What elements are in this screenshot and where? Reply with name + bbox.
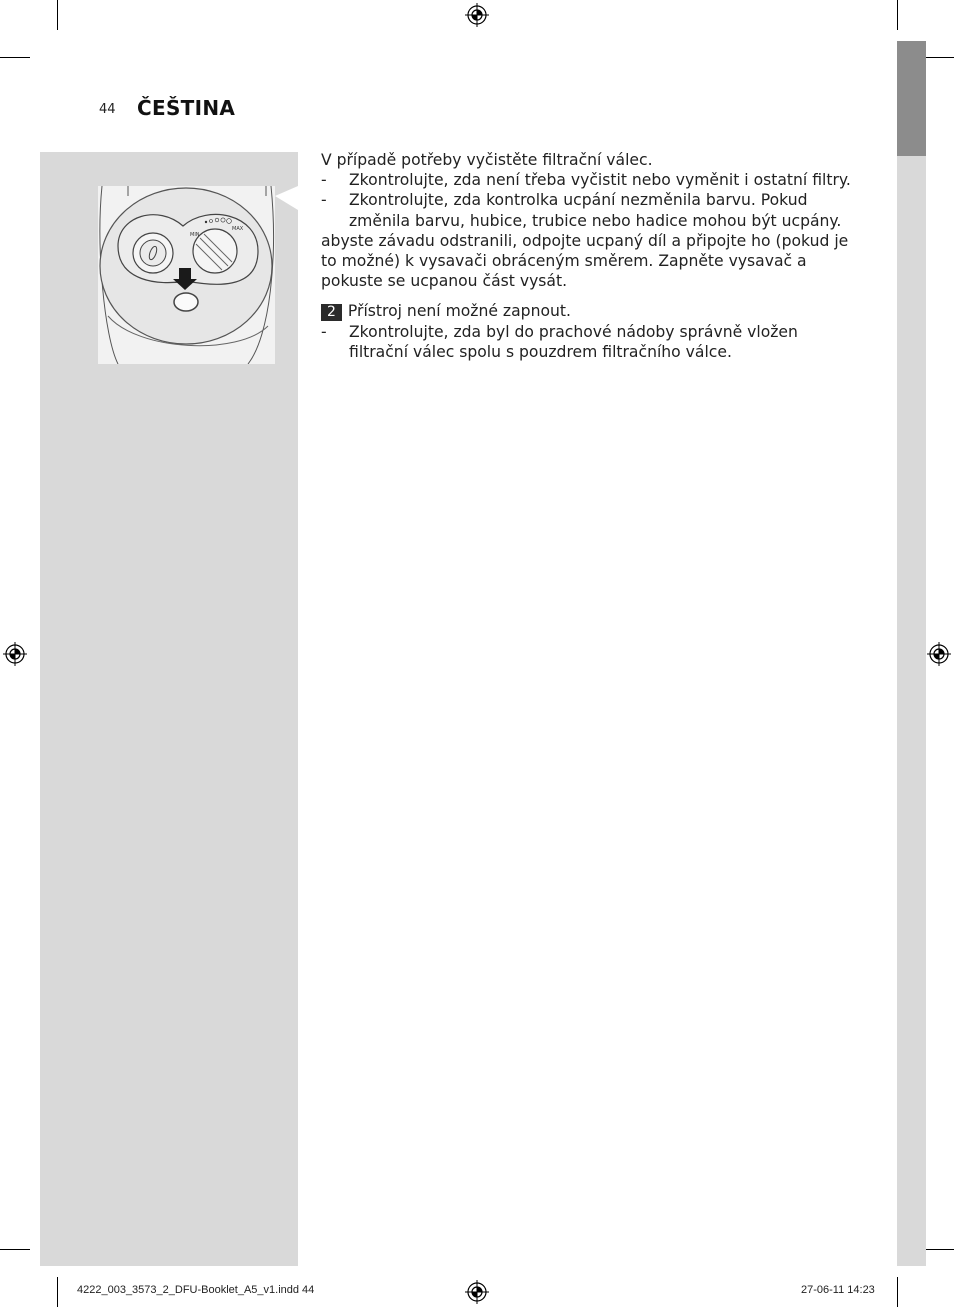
bullet-dash: - bbox=[321, 322, 327, 341]
crop-mark bbox=[57, 0, 58, 30]
intro-line: V případě potřeby vyčistěte filtrační válec. bbox=[321, 151, 653, 169]
instruction-paragraph: abyste závadu odstranili, odpojte ucpaný díl a připojte ho (pokud je to možné) k vysavači obráceným směrem. Zapněte vysavač a pokuste se ucpanou část vysát. bbox=[321, 231, 849, 291]
bullet-item bbox=[321, 190, 861, 230]
step-number-badge: 2 bbox=[321, 304, 342, 321]
crop-mark bbox=[924, 57, 954, 58]
footer-datetime: 27-06-11 14:23 bbox=[801, 1284, 875, 1296]
language-heading: ČEŠTINA bbox=[137, 96, 236, 120]
crop-mark bbox=[897, 0, 898, 30]
main-text bbox=[321, 150, 861, 362]
dial-min-label: MIN bbox=[190, 232, 200, 238]
bullet-dash: - bbox=[321, 191, 327, 210]
crop-mark bbox=[0, 1249, 30, 1250]
bullet-text: Zkontrolujte, zda kontrolka ucpání nezměnila barvu. Pokud změnila barvu, hubice, trubice nebo hadice mohou být ucpány. bbox=[349, 191, 842, 230]
vacuum-dial-illustration bbox=[98, 186, 275, 364]
step-heading bbox=[321, 301, 861, 321]
bullet-item bbox=[321, 322, 861, 362]
registration-mark-icon bbox=[465, 3, 489, 27]
registration-mark-icon bbox=[3, 642, 27, 666]
bullet-dash: - bbox=[321, 171, 327, 190]
side-margin-band bbox=[897, 156, 926, 1266]
callout-pointer-icon bbox=[275, 186, 299, 210]
bullet-item bbox=[321, 170, 861, 190]
registration-mark-icon bbox=[927, 642, 951, 666]
bullet-text: Zkontrolujte, zda byl do prachové nádoby správně vložen filtrační válec spolu s pouzdrem filtračního válce. bbox=[349, 322, 798, 361]
section-tab bbox=[897, 41, 926, 156]
step-title: Přístroj není možné zapnout. bbox=[347, 302, 571, 321]
bullet-text: Zkontrolujte, zda není třeba vyčistit nebo vyměnit i ostatní filtry. bbox=[349, 171, 851, 190]
crop-mark bbox=[57, 1277, 58, 1307]
crop-mark bbox=[924, 1249, 954, 1250]
dial-max-label: MAX bbox=[232, 226, 244, 232]
footer-filename: 4222_003_3573_2_DFU-Booklet_A5_v1.indd 44 bbox=[77, 1284, 315, 1296]
crop-mark bbox=[0, 57, 30, 58]
registration-mark-icon bbox=[465, 1280, 489, 1304]
crop-mark bbox=[897, 1277, 898, 1307]
page-number: 44 bbox=[99, 102, 116, 117]
